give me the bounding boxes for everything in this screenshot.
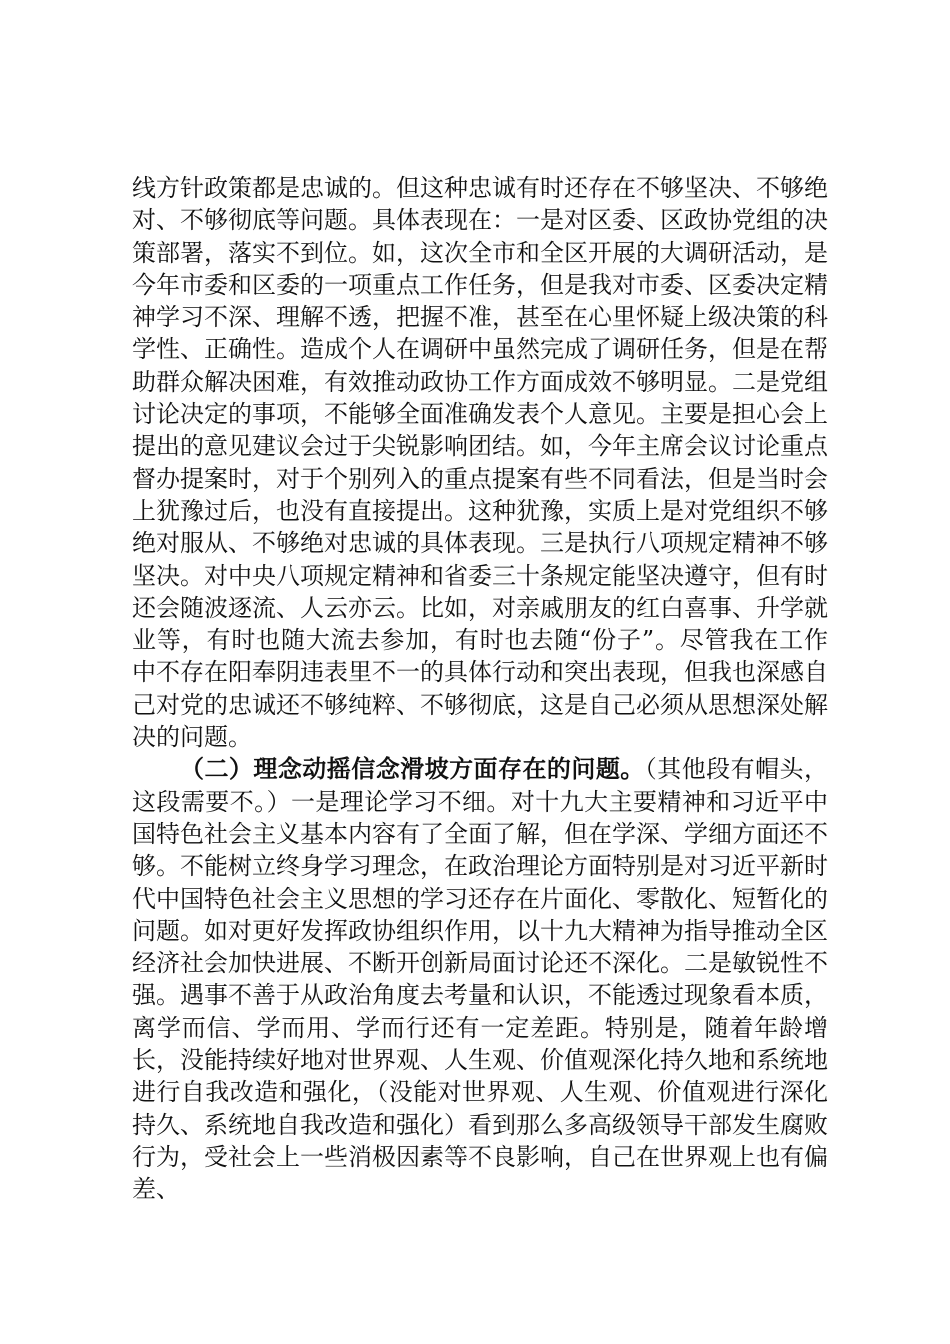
section-heading: （二）理念动摇信念滑坡方面存在的问题。: [180, 755, 645, 784]
paragraph-loyalty-issues: 线方针政策都是忠诚的。但这种忠诚有时还存在不够坚决、不够绝对、不够彻底等问题。具体表现在：一是对区委、区政协党组的决策部署，落实不到位。如，这次全市和全区开展的大调研活动，是今年市委和区委的一项重点工作任务，但是我对市委、区委决定精神学习不深、理解不透，把握不准，甚至在心里怀疑上级决策的科学性、正确性。造成个人在调研中虽然完成了调研任务，但是在帮助群众解决困难，有效推动政协工作方面成效不够明显。二是党组讨论决定的事项，不能够全面准确发表个人意见。主要是担心会上提出的意见建议会过于尖锐影响团结。如，今年主席会议讨论重点督办提案时，对于个别列入的重点提案有些不同看法，但是当时会上犹豫过后，也没有直接提出。这种犹豫，实质上是对党组织不够绝对服从、不够绝对忠诚的具体表现。三是执行八项规定精神不够坚决。对中央八项规定精神和省委三十条规定能坚决遵守，但有时还会随波逐流、人云亦云。比如，对亲戚朋友的红白喜事、升学就业等，有时也随大流去参加，有时也去随“份子”。尽管我在工作中不存在阳奉阴违表里不一的具体行动和突出表现，但我也深感自己对党的忠诚还不够纯粹、不够彻底，这是自己必须从思想深处解决的问题。: [132, 174, 828, 752]
document-body: [132, 172, 828, 1206]
paragraph-belief-issues: [132, 753, 828, 1205]
paragraph-body: （其他段有帽头，这段需要不。）一是理论学习不细。对十九大主要精神和习近平中国特色社会主义基本内容有了全面了解，但在学深、学细方面还不够。不能树立终身学习理念，在政治理论方面特别是对习近平新时代中国特色社会主义思想的学习还存在片面化、零散化、短暂化的问题。如对更好发挥政协组织作用，以十九大精神为指导推动全区经济社会加快进展、不断开创新局面讨论还不深化。二是敏锐性不强。遇事不善于从政治角度去考量和认识，不能透过现象看本质，离学而信、学而用、学而行还有一定差距。特别是，随着年龄增长，没能持续好地对世界观、人生观、价值观深化持久地和系统地进行自我改造和强化，（没能对世界观、人生观、价值观进行深化持久、系统地自我改造和强化）看到那么多高级领导干部发生腐败行为，受社会上一些消极因素等不良影响，自己在世界观上也有偏差、: [132, 755, 829, 1204]
